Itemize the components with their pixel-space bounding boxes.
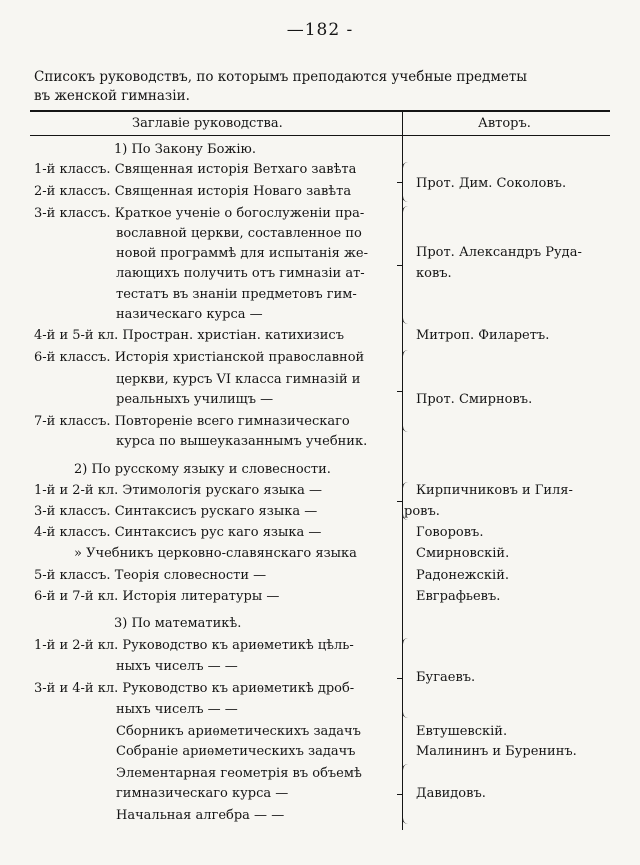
book-line-continued: лающихъ получить отъ гимназіи ат-	[116, 266, 365, 281]
author-entry: Малининъ и Буренинъ.	[416, 744, 577, 759]
book-line-continued: гимназическаго курса —	[116, 786, 289, 801]
book-line: 2-й классъ. Священная исторія Новаго завѣта	[34, 184, 352, 199]
book-line: 7-й классъ. Повтореніе всего гимназическаго	[34, 414, 350, 429]
book-line: 6-й и 7-й кл. Исторія литературы —	[34, 589, 280, 604]
grouping-brace	[402, 206, 410, 324]
book-line: 3-й классъ. Синтаксисъ рускаго языка —	[34, 504, 318, 519]
header-bottom-rule	[30, 135, 610, 136]
author-entry: Кирпичниковъ и Гиля-	[416, 483, 573, 498]
book-line-continued: новой программѣ для испытанія же-	[116, 246, 369, 261]
book-line: 1-й классъ. Священная исторія Ветхаго завѣта	[34, 162, 357, 177]
author-entry: Прот. Смирновъ.	[416, 392, 533, 407]
section-heading-russian: 2) По русскому языку и словесности.	[74, 462, 331, 477]
author-entry: Евтушевскій.	[416, 724, 508, 739]
book-line-continued: назическаго курса —	[116, 307, 263, 322]
section-heading-religion: 1) По Закону Божію.	[114, 142, 256, 157]
book-line-continued: церкви, курсъ VI класса гимназій и	[116, 372, 361, 387]
page-number: —182 -	[286, 20, 354, 40]
header-author-column: Авторъ.	[478, 116, 531, 131]
author-entry: Прот. Александръ Руда-	[416, 245, 582, 260]
author-entry: Евграфьевъ.	[416, 589, 501, 604]
book-line: 3-й и 4-й кл. Руководство къ ариѳметикѣ дроб-	[34, 681, 355, 696]
book-line: Собраніе ариѳметическихъ задачъ	[116, 744, 356, 759]
book-line: 4-й и 5-й кл. Простран. христіан. катихизисъ	[34, 328, 344, 343]
book-line-continued: ныхъ чиселъ — —	[116, 702, 238, 717]
book-line: » Учебникъ церковно-славянскаго языка	[74, 546, 357, 561]
book-line-continued: курса по вышеуказаннымъ учебник.	[116, 434, 368, 449]
table-top-rule	[30, 110, 610, 112]
grouping-brace	[402, 764, 410, 824]
grouping-brace	[402, 638, 410, 718]
book-line: Начальная алгебра — —	[116, 808, 285, 823]
book-line-continued: ныхъ чиселъ — —	[116, 659, 238, 674]
author-entry: Бугаевъ.	[416, 670, 476, 685]
book-line: 4-й классъ. Синтаксисъ рус каго языка —	[34, 525, 322, 540]
author-entry: Давидовъ.	[416, 786, 486, 801]
title-line-2: въ женской гимназіи.	[34, 88, 190, 104]
author-entry: Говоровъ.	[416, 525, 484, 540]
author-entry: Радонежскій.	[416, 568, 510, 583]
book-line-continued: тестатъ въ знаніи предметовъ гим-	[116, 287, 357, 302]
book-line-continued: вославной церкви, составленное по	[116, 226, 362, 241]
title-line-1: Списокъ руководствъ, по которымъ преподаются учебные предметы	[34, 69, 528, 85]
book-line: 5-й классъ. Теорія словесности —	[34, 568, 267, 583]
author-entry: Прот. Дим. Соколовъ.	[416, 176, 567, 191]
grouping-brace	[402, 350, 410, 432]
header-title-column: Заглавіе руководства.	[132, 116, 283, 131]
grouping-brace	[402, 162, 410, 202]
author-entry: Митроп. Филаретъ.	[416, 328, 550, 343]
author-entry: Смирновскій.	[416, 546, 510, 561]
section-heading-mathematics: 3) По математикѣ.	[114, 616, 242, 631]
book-line: 1-й и 2-й кл. Этимологія рускаго языка —	[34, 483, 323, 498]
book-line: 1-й и 2-й кл. Руководство къ ариѳметикѣ цѣль-	[34, 638, 354, 653]
book-line: Элементарная геометрія въ объемѣ	[116, 766, 362, 781]
book-line: Сборникъ ариѳметическихъ задачъ	[116, 724, 361, 739]
book-line: 6-й классъ. Исторія христіанской православной	[34, 350, 365, 365]
book-line-continued: реальныхъ училищъ —	[116, 392, 274, 407]
author-entry-continued: ковъ.	[416, 266, 452, 281]
book-line: 3-й классъ. Краткое ученіе о богослуженіи пра-	[34, 206, 365, 221]
author-entry-continued: ровъ.	[404, 504, 440, 519]
